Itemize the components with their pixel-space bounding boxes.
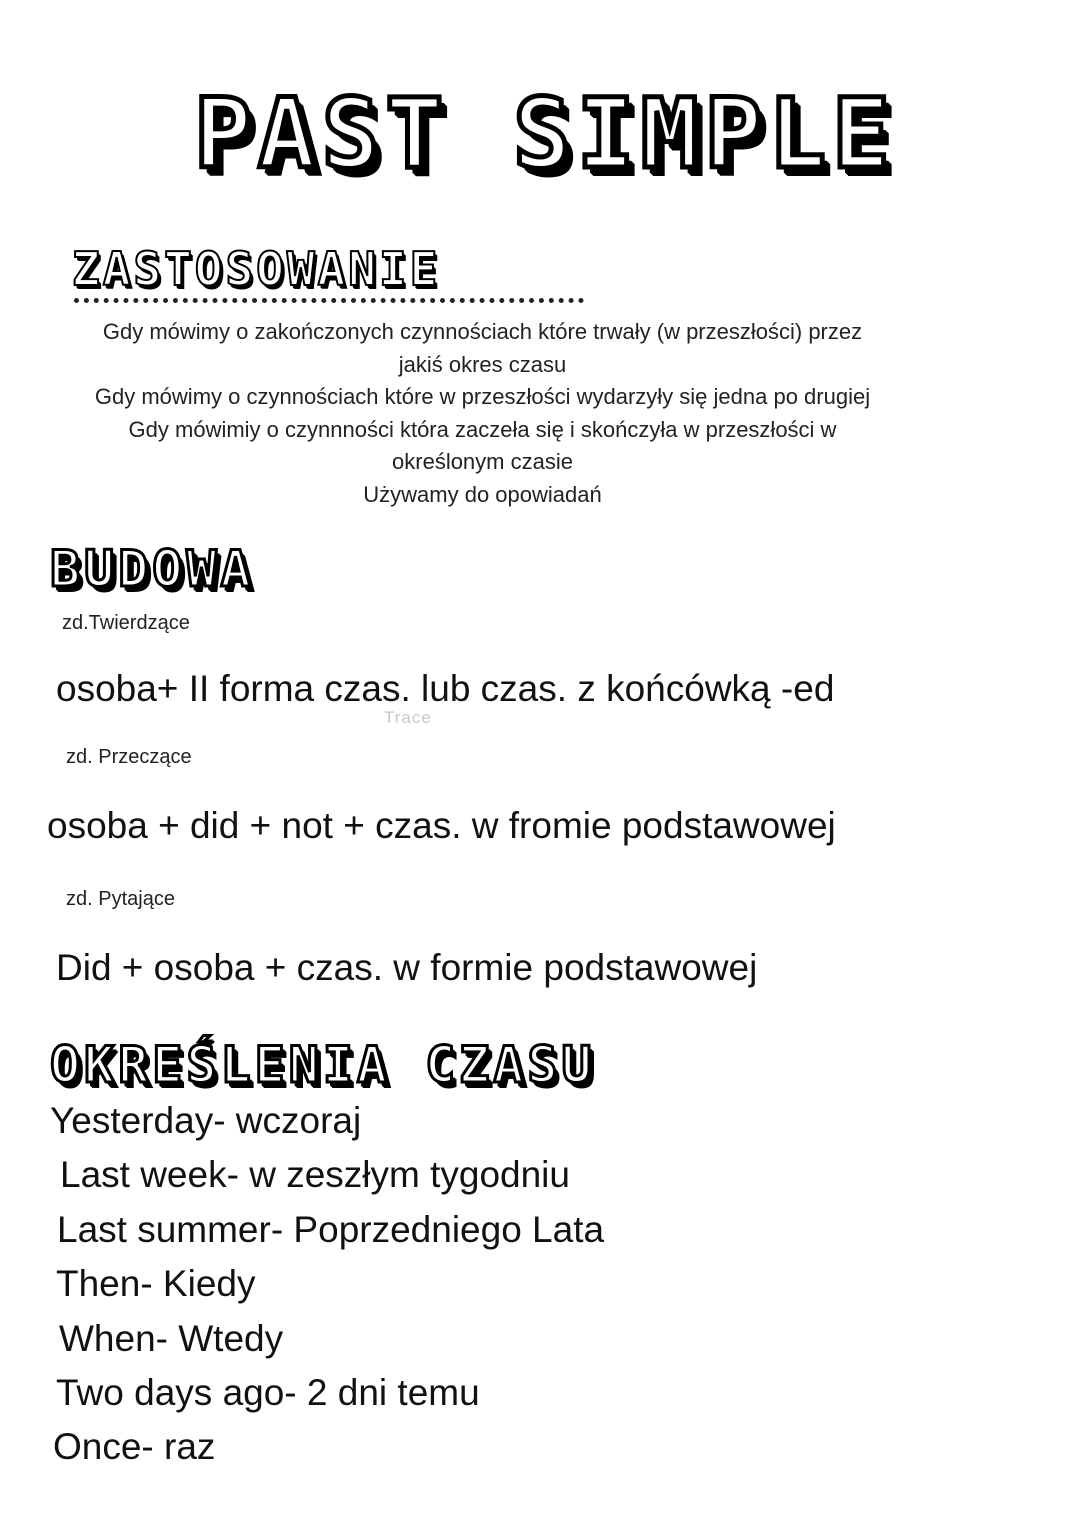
usage-text	[50, 316, 915, 511]
usage-line: jakiś okres czasu	[398, 351, 567, 377]
list-item: Then- Kiedy	[56, 1263, 256, 1305]
usage-line: Gdy mówimy o czynnościach które w przeszłości wydarzyły się jedna po drugiej	[94, 384, 871, 409]
question-formula: Did + osoba + czas. w formie podstawowej	[56, 947, 758, 988]
question-label: zd. Pytające	[66, 888, 175, 910]
affirmative-formula: osoba+ II forma czas. lub czas. z końcówką -ed	[56, 668, 835, 709]
list-item: When- Wtedy	[59, 1317, 284, 1359]
list-item: Yesterday- wczoraj	[50, 1100, 362, 1141]
usage-heading: ZASTOSOWANIE	[72, 242, 441, 296]
negative-formula: osoba + did + not + czas. w fromie podstawowej	[47, 805, 836, 846]
time-expressions-list	[48, 1094, 604, 1475]
usage-line: Gdy mówimy o zakończonych czynnościach które trwały (w przeszłości) przez	[102, 319, 863, 344]
list-item: Last week- w zeszłym tygodniu	[60, 1154, 570, 1196]
usage-line: określonym czasie	[392, 449, 573, 474]
list-item: Once- raz	[53, 1426, 216, 1468]
list-item: Last summer- Poprzedniego Lata	[57, 1208, 605, 1250]
negative-label: zd. Przeczące	[66, 746, 192, 768]
page-title: PAST SIMPLE	[194, 78, 896, 190]
usage-line: Gdy mówimiy o czynnności która zaczeła się i skończyła w przeszłości w	[128, 416, 837, 442]
list-item: Two days ago- 2 dni temu	[56, 1372, 480, 1414]
watermark: Trace	[384, 708, 432, 727]
structure-heading: BUDOWA	[50, 540, 255, 598]
affirmative-label: zd.Twierdzące	[62, 612, 190, 634]
time-expressions-heading: OKREŚLENIA CZASU	[50, 1036, 596, 1094]
usage-line: Używamy do opowiadań	[363, 481, 602, 507]
usage-heading-underline	[74, 298, 584, 303]
